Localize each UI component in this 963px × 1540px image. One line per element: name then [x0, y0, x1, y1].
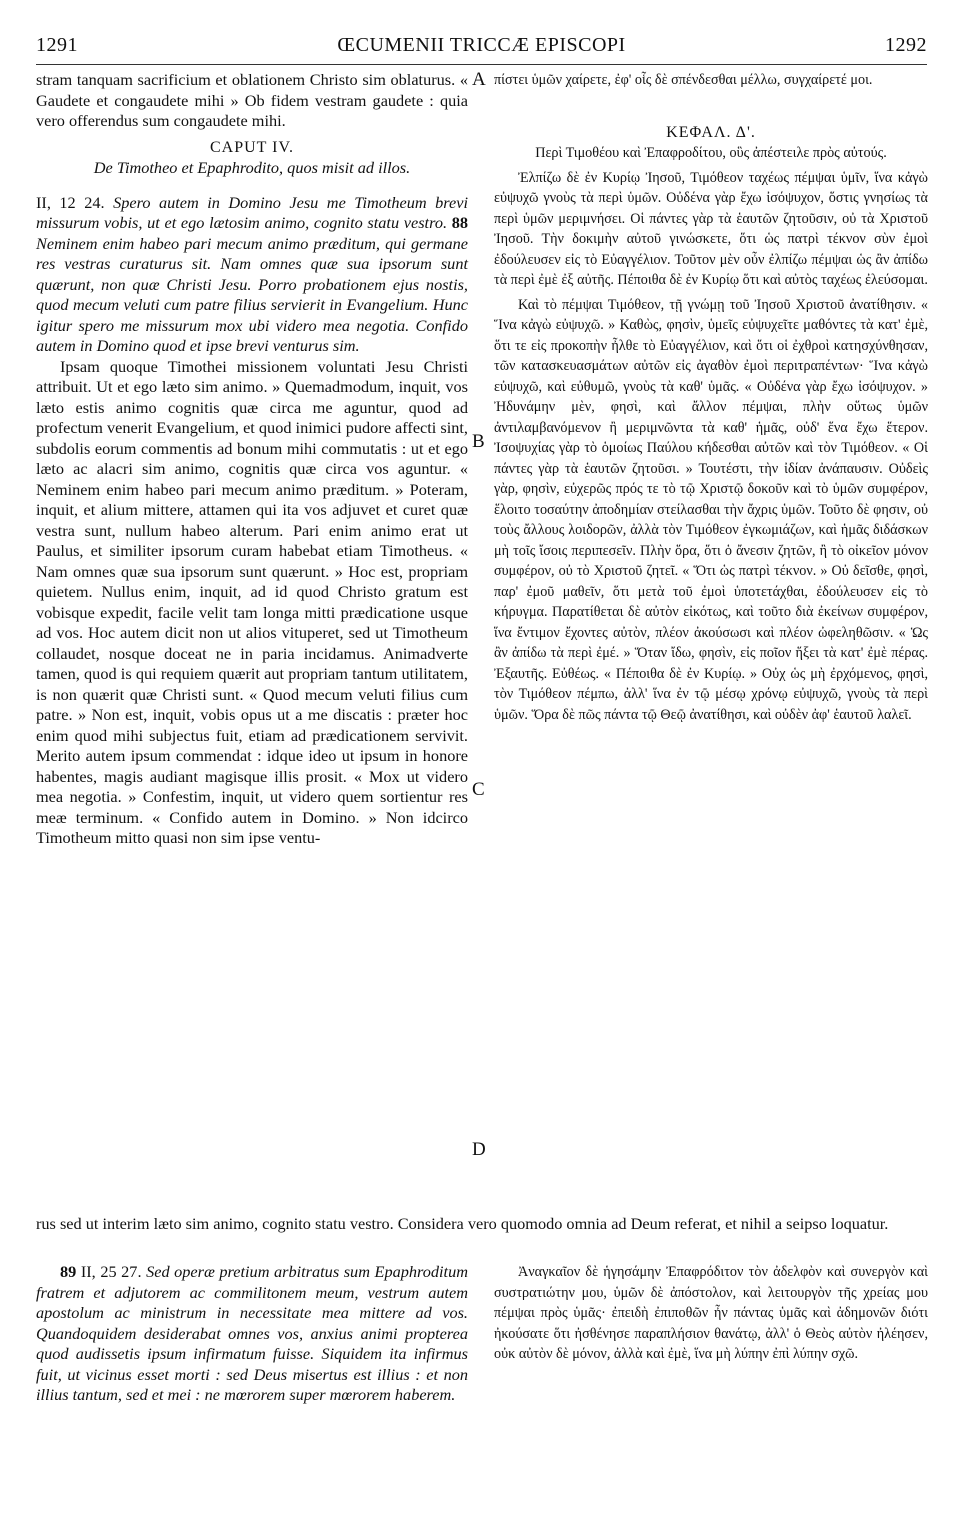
header-rule — [36, 64, 927, 65]
latin-verse-ref: II, 12 24. — [36, 192, 105, 212]
latin-verse-ref-89: II, 25 27. — [80, 1262, 142, 1281]
margin-letter-b: B — [472, 431, 485, 452]
latin-caput-heading: CAPUT IV. — [210, 138, 294, 156]
section-number-88: 88 — [451, 213, 468, 232]
page-number-right: 1292 — [885, 34, 927, 56]
page-number-left: 1291 — [36, 34, 78, 56]
latin-intro: stram tanquam sacrificium et oblationem Christo sim oblaturus. « Gaudete et congaudete mihi » Ob fidem vestram gaudete : quia vero offerendus sum congaudete mihi. — [36, 70, 468, 130]
latin-column — [36, 70, 468, 849]
latin-commentary: Ipsam quoque Timothei missionem voluntati Jesu Christi attribuit. Ut et ego læto sim animo. » Quemadmodum, inquit, vos læto estis animo cognitis quæ circa me aguntur, quod ad profectum venerit Evangelium, et quod inimici pudore affecti sint, subdolis eorum commentis ad bonum mihi commutatis : ut et ego læto ac alacri sim animo, cognitis quæ circa vos aguntur. « Neminem enim habeo pari mecum animo præditum. » Poteram, inquit, et alium mittere, attamen qui ita vos adjuvet et curet quæ vestra sunt, nullum habeo alterum. Pari enim animo erat ut Paulus, et similiter ipsorum curam habebat etiam Timotheus. « Nam omnes quæ sua ipsorum sunt quærunt. » Hoc est, propriam quietem. Nullus enim, inquit, ad id quod Christo gratum est vobisque expedit, facile velit tam longa mitti prædicatione usque ad vos. Hoc autem dicit non ut alios vituperet, sed ut Timotheum collaudet, nosque doceat ne in paria incidamus. Animadverte tamen, quod is qui requiem quærit aut propriam tantum utilitatem, is non quærit quæ Christi sunt. « Quod mecum veluti filius cum patre. » Non est, inquit, vobis opus ut a me discatis : præter hoc enim quod mihi subjectus fuit, etiam ad prædicationem servivit. Merito autem ipsum commendat : idque ideo ut ipsum in honore habentes, magis audiant magisque illis prosit. « Mox ut videro mea negotia. » Confestim, inquit, ut videro quem sortientur res meæ terminum. « Confido autem in Domino. » Non idcirco Timotheum mitto quasi non sim ipse ventu- — [36, 356, 468, 847]
running-title: ŒCUMENII TRICCÆ EPISCOPI — [337, 34, 626, 56]
greek-scripture-passage: Ἐλπίζω δὲ ἐν Κυρίῳ Ἰησοῦ, Τιμόθεον ταχέως πέμψαι ὑμῖν, ἵνα κἀγὼ εὐψυχῶ γνοὺς τὰ περὶ ὑμῶν. Οὐδένα γὰρ ἔχω ἰσόψυχον, ὅστις γνησίως τὰ περὶ ὑμῶν μεριμνήσει. Οἱ πάντες γὰρ τὰ ἑαυτῶν ζητοῦσιν, οὐ τὰ Χριστοῦ Ἰησοῦ. Τὴν δοκιμὴν αὐτοῦ γινώσκετε, ὅτι ὡς πατρὶ τέκνον σὺν ἐμοὶ ἐδούλευσεν εἰς τὸ Εὐαγγέλιον. Τοῦτον μὲν οὖν ἐλπίζω πέμψαι ὡς ἂν ἀπίδω τὰ περὶ ἐμὲ ἐξ αὐτῆς. Πέποιθα δὲ ἐν Κυρίῳ ὅτι καὶ αὐτὸς ταχέως ἐλεύσομαι. — [494, 169, 928, 288]
margin-letter-c: C — [472, 779, 485, 800]
latin-caput-subtitle: De Timotheo et Epaphrodito, quos misit ad illos. — [93, 158, 411, 177]
greek-column — [494, 70, 928, 725]
latin-column-section-89 — [36, 1262, 468, 1406]
latin-verse-text-b: Neminem enim habeo pari mecum animo præditum, qui germane res vestras curaturus sit. Nam omnes quæ sua ipsorum sunt quærunt, non quæ Christi Jesu. Porro probationem ejus nostis, quod mecum veluti cum patre filius servierit in Evangelium. Hunc igitur spero me missurum mox ubi videro mea negotia. Confido autem in Domino quod et ipse brevi venturus sim. — [36, 233, 468, 355]
greek-intro: πίστει ὑμῶν χαίρετε, ἐφ' οἷς δὲ σπένδεσθαι μέλλω, συγχαίρετέ μοι. — [494, 72, 873, 88]
greek-caput-heading: ΚΕΦΑΛ. Δ'. — [666, 123, 756, 141]
greek-commentary: Καὶ τὸ πέμψαι Τιμόθεον, τῇ γνώμῃ τοῦ Ἰησοῦ Χριστοῦ ἀνατίθησιν. « Ἵνα κἀγὼ εὐψυχῶ. » Καθὼς, φησὶν, ὑμεῖς εὐψυχεῖτε μαθόντες τὰ κατ' ἐμὲ, ὅτι τε εἰς προκοπὴν ἦλθε τὸ Εὐαγγέλιον, καὶ ὅτι οἱ ἐχθροὶ κατησχύνθησαν, τῶν κατασκευασμάτων αὐτῶν εἰς ἀγαθὸν ἐμοὶ περιτραπέντων· Ἵνα κἀγὼ εὐψυχῶ, καὶ εὐθυμῶ, γνοὺς τὰ καθ' ὑμᾶς. « Οὐδένα γὰρ ἔχω ἰσόψυχον. » Ἠδυνάμην μὲν, φησὶ, καὶ ἄλλον πέμψαι, πλὴν οὕτως ὑμῶν ἀντιλαμβανόμενον ἢ μεριμνῶντα τὰ καθ' ἡμᾶς, οὐδ' ἕνα ἔχω ἕτερον. Ἰσοψυχίας γὰρ τὸ ὁμοίως Παύλου κήδεσθαι αὐτῶν καὶ τὸν Τιμόθεον. « Οἱ πάντες γὰρ τὰ ἑαυτῶν ζητοῦσι. » Τουτέστι, τὴν ἰδίαν ἀνάπαυσιν. Οὐδεὶς γὰρ, φησὶν, εὐχερῶς πρός τε τὸ τῷ Χριστῷ δοκοῦν καὶ τὸ ὑμῶν συμφέρον, ἕλοιτο τοσαύτην ἀποδημίαν στείλασθαι τὴν ἄχρις ὑμῶν. Τοῦτο δὲ φησιν, οὐ τοὺς ἄλλους λοιδορῶν, ἀλλὰ τὸν Τιμόθεον ἐγκωμιάζων, καὶ ἡμᾶς διδάσκων μὴ τοῖς ἴσοις περιπεσεῖν. Πλὴν ὅρα, ὅτι ὁ ἄνεσιν ζητῶν, ἢ τὸ οἰκεῖον μόνον συμφέρον, οὐ τὸ Χριστοῦ ζητεῖ. « Ὅτι ὡς πατρὶ τέκνον. » Οὐ δεῖσθε, φησὶ, παρ' ἐμοῦ μαθεῖν, ὅτι μετὰ τοῦ ἐμοὶ ὑποτετάχθαι, ἐδούλευσεν εἰς τὸ κήρυγμα. Παρατίθεται δὲ αὐτὸν εἰκότως, καὶ τοῦτο διὰ ἐκείνων συμφέρον, ἵνα ἔντιμον ἔχοντες αὐτὸν, πλέον ἀκούσωσι καὶ πλέον ὠφεληθῶσιν. « Ὡς ἂν ἀπίδω τὰ περὶ ἐμέ. » Ὅταν ἴδω, φησὶν, εἰς ποῖον ἥξει τὰ κατ' ἐμὲ πέρας. Ἐξαυτῆς. Εὐθέως. « Πέποιθα δὲ ἐν Κυρίῳ. » Οὐχ ὡς μὴ ἐρχόμενος, φησὶ, τὸν Τιμόθεον πέμπω, ἀλλ' ἵνα ἐν τῷ μέσῳ χρόνῳ εὐψυχῶ, γνοὺς τὰ περὶ ὑμῶν. Ὅρα δὲ πῶς πάντα τῷ Θεῷ ἀνατίθησι, καὶ οὐδὲν ἀφ' ἑαυτοῦ λαλεῖ. — [494, 296, 928, 723]
latin-verse-text-a: Spero autem in Domino Jesu me Timotheum brevi missurum vobis, ut et ego lætosim animo, cognito statu vestro. — [36, 192, 469, 232]
full-width-text: rus sed ut interim læto sim animo, cognito statu vestro. Considera vero quomodo omnia ad Deum referat, et nihil a seipso loquatur. — [36, 1214, 889, 1233]
page-header — [36, 34, 927, 62]
section-number-89: 89 — [60, 1262, 77, 1281]
latin-verse-text-89: Sed operæ pretium arbitratus sum Epaphroditum fratrem et adjutorem ac commilitonem meum, vestrum autem apostolum ac ministrum in necessitate mea mittere ad vos. Quandoquidem desiderabat omnes vos, anxius animi propterea quod audissetis ipsum infirmatum fuisse. Siquidem ita infirmus fuit, ut vicinus esset morti : sed Deus misertus est illius : et non illius tantum, sed et mei : ne mœrorem super mœrorem haberem. — [36, 1262, 468, 1404]
greek-section-text: Ἀναγκαῖον δὲ ἡγησάμην Ἐπαφρόδιτον τὸν ἀδελφὸν καὶ συνεργὸν καὶ συστρατιώτην μου, ὑμῶν δὲ ἀπόστολον, καὶ λειτουργὸν τῆς χρείας μου πέμψαι πρὸς ὑμᾶς· ἐπειδὴ ἐπιποθῶν ἦν πάντας ὑμᾶς καὶ ἀδημονῶν διότι ἠκούσατε ὅτι ἠσθένησε παραπλήσιον θανάτῳ, ἀλλ' ὁ Θεὸς αὐτὸν ἠλέησεν, οὐκ αὐτὸν δὲ μόνον, ἀλλὰ καὶ ἐμὲ, ἵνα μὴ λύπην ἐπὶ λύπην σχῶ. — [494, 1264, 928, 1362]
greek-caput-subtitle: Περὶ Τιμοθέου καὶ Ἐπαφροδίτου, οὓς ἀπέστειλε πρὸς αὐτούς. — [535, 145, 887, 161]
full-width-continuation — [36, 1214, 928, 1235]
margin-letter-d: D — [472, 1139, 486, 1160]
latin-scripture-passage — [36, 193, 468, 357]
margin-letter-a: A — [472, 69, 486, 90]
latin-section-89 — [36, 1262, 468, 1406]
greek-column-section-2 — [494, 1262, 928, 1365]
